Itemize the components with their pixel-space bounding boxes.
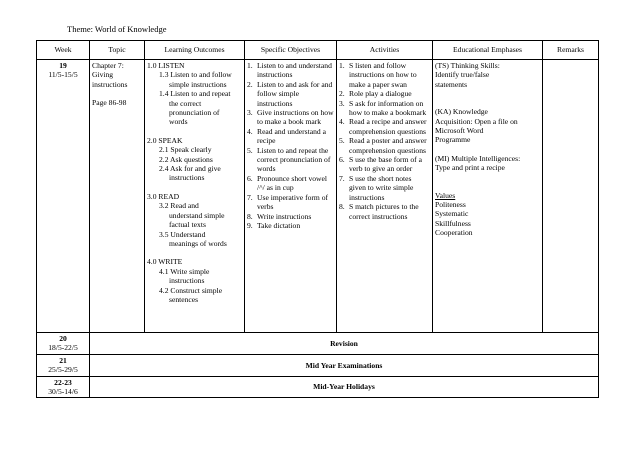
objective-item [247,61,334,80]
remarks-cell [543,60,599,333]
spacer [435,98,540,107]
outcome-item: instructions [169,276,205,286]
objective-item [247,193,334,212]
outcome-item: factual texts [169,220,206,230]
outcome-item: pronunciation of [169,108,220,118]
emphasis-line: Microsoft Word [435,126,484,136]
objective-item [247,212,334,221]
activities-cell [337,60,433,333]
header-educational-emphases: Educational Emphases [433,41,543,60]
activity-item-number: 5. [339,136,345,146]
objective-item [247,146,334,174]
activity-item-number: 8. [339,202,345,212]
emphasis-line: (TS) Thinking Skills: [435,61,500,70]
activity-item-text: S use the base form of a verb to give an order [349,155,422,174]
activity-item-text: Role play a dialogue [349,89,412,99]
objective-item-text: Read and understand a recipe [257,126,326,146]
topic-line: instructions [92,79,128,89]
objective-item [247,221,334,230]
lesson-plan-table [36,40,599,398]
header-specific-objectives: Specific Objectives [245,41,337,60]
week-dates: 25/5-29/5 [48,365,78,375]
outcome-item: 3.2 Read and [159,201,199,211]
activity-item [339,117,430,136]
objective-item-text: Listen to and repeat the correct pronunciation of words [257,145,331,174]
document-theme: Theme: World of Knowledge [67,24,167,34]
outcome-item: simple instructions [169,79,227,89]
outcome-item: 4.1 Write simple [159,266,210,276]
outcome-heading: 2.0 SPEAK [147,135,183,145]
spacer [435,145,540,154]
spacer [147,127,242,136]
merged-label: Mid Year Examinations [90,354,599,376]
activity-item-number: 2. [339,89,345,99]
activity-item-text: S listen and follow instructions on how to make a paper swan [349,61,417,89]
objective-item-text: Write instructions [257,211,312,221]
spacer [147,183,242,192]
activity-item [339,136,430,155]
outcome-item: 4.2 Construct simple [159,285,223,295]
objective-item-number: 7. [247,192,253,202]
header-week: Week [37,41,90,60]
outcome-item: 3.5 Understand [159,229,206,239]
spacer [147,248,242,257]
topic-line: Chapter 7: [92,61,124,70]
educational-emphases-cell [433,60,543,333]
outcome-item: the correct [169,98,202,108]
objective-item-number: 1. [247,61,253,70]
objective-item-number: 9. [247,220,253,230]
objective-item [247,108,334,127]
outcome-heading: 4.0 WRITE [147,257,183,267]
objective-item [247,80,334,108]
outcome-item: meanings of words [169,238,227,248]
objective-item-number: 2. [247,79,253,89]
objective-item-text: Take dictation [257,220,301,230]
activity-item-number: 1. [339,61,345,70]
objective-item-text: Listen to and understand instructions [257,61,332,80]
header-topic: Topic [90,41,145,60]
week-dates: 18/5-22/5 [48,343,78,353]
activity-item-text: S ask for information on how to make a bookmark [349,98,427,118]
activity-item-number: 4. [339,117,345,127]
outcome-item: understand simple [169,210,225,220]
objective-item-number: 6. [247,173,253,183]
emphasis-line: statements [435,79,468,89]
week-cell [37,60,90,333]
outcome-item: 1.4 Listen to and repeat [159,89,231,99]
week-number: 21 [59,355,67,365]
week-cell [37,333,90,355]
emphasis-line: Programme [435,135,471,145]
emphasis-line: Cooperation [435,228,473,238]
week-number: 20 [59,334,67,343]
week-number: 19 [59,61,67,70]
spacer [435,173,540,182]
emphasis-line: Acquisition: Open a file on [435,116,518,126]
header-activities: Activities [337,41,433,60]
activity-item-text: Read a recipe and answer comprehension questions [349,117,427,136]
table-row-week-19 [37,60,599,333]
week-number: 22-23 [54,377,72,387]
topic-line: Giving [92,70,114,80]
objective-item-number: 5. [247,145,253,155]
emphasis-line: Skillfulness [435,218,471,228]
objective-item [247,174,334,193]
specific-objectives-cell [245,60,337,333]
objective-item-number: 8. [247,211,253,221]
activity-item-number: 3. [339,98,345,108]
objective-item-number: 3. [247,108,253,118]
emphasis-line: Systematic [435,209,469,219]
objective-item-text: Listen to and ask for and follow simple instructions [257,79,333,108]
table-row-week-22-23 [37,376,599,398]
outcome-item: instructions [169,173,205,183]
table-row-week-20 [37,333,599,355]
outcome-item: sentences [169,294,199,304]
outcome-item: 2.2 Ask questions [159,154,213,164]
values-heading: Values [435,190,456,200]
objective-item-text: Give instructions on how to make a book mark [257,108,334,127]
table-row-week-21 [37,354,599,376]
topic-cell [90,60,145,333]
emphasis-line: Type and print a recipe [435,163,505,173]
outcome-item: 1.3 Listen to and follow [159,70,232,80]
activity-item [339,202,430,221]
outcome-heading: 3.0 READ [147,191,180,201]
merged-label: Revision [90,333,599,355]
objective-item-text: Use imperative form of verbs [257,192,329,212]
activity-item [339,89,430,98]
emphasis-line: Politeness [435,200,466,210]
activity-item-text: Read a poster and answer comprehension questions [349,136,427,155]
activity-item [339,99,430,118]
activity-item [339,155,430,174]
activity-item [339,174,430,202]
activity-item-number: 6. [339,155,345,165]
activity-item-text: S match pictures to the correct instructions [349,202,419,221]
header-learning-outcomes: Learning Outcomes [145,41,245,60]
week-cell [37,354,90,376]
header-row [37,41,599,60]
outcome-item: 2.1 Speak clearly [159,145,212,155]
week-dates: 30/5-14/6 [48,387,78,397]
learning-outcomes-cell [145,60,245,333]
topic-page: Page 86-98 [92,98,127,108]
objective-item [247,127,334,146]
activity-item-text: S use the short notes given to write simple instructions [349,173,414,202]
merged-label: Mid-Year Holidays [90,376,599,398]
objective-item-number: 4. [247,126,253,136]
activity-item [339,61,430,89]
objective-item-text: Pronounce short vowel /^/ as in cup [257,173,328,193]
spacer [435,182,540,191]
week-dates: 11/5-15/5 [48,70,78,80]
emphasis-line: (KA) Knowledge [435,107,488,117]
week-cell [37,376,90,398]
outcome-heading: 1.0 LISTEN [147,61,185,70]
header-remarks: Remarks [543,41,599,60]
emphasis-line: (MI) Multiple Intelligences: [435,153,521,163]
emphasis-line: Identify true/false [435,70,490,80]
spacer [435,89,540,98]
outcome-item: words [169,117,188,127]
activity-item-number: 7. [339,173,345,183]
outcome-item: 2.4 Ask for and give [159,164,221,174]
